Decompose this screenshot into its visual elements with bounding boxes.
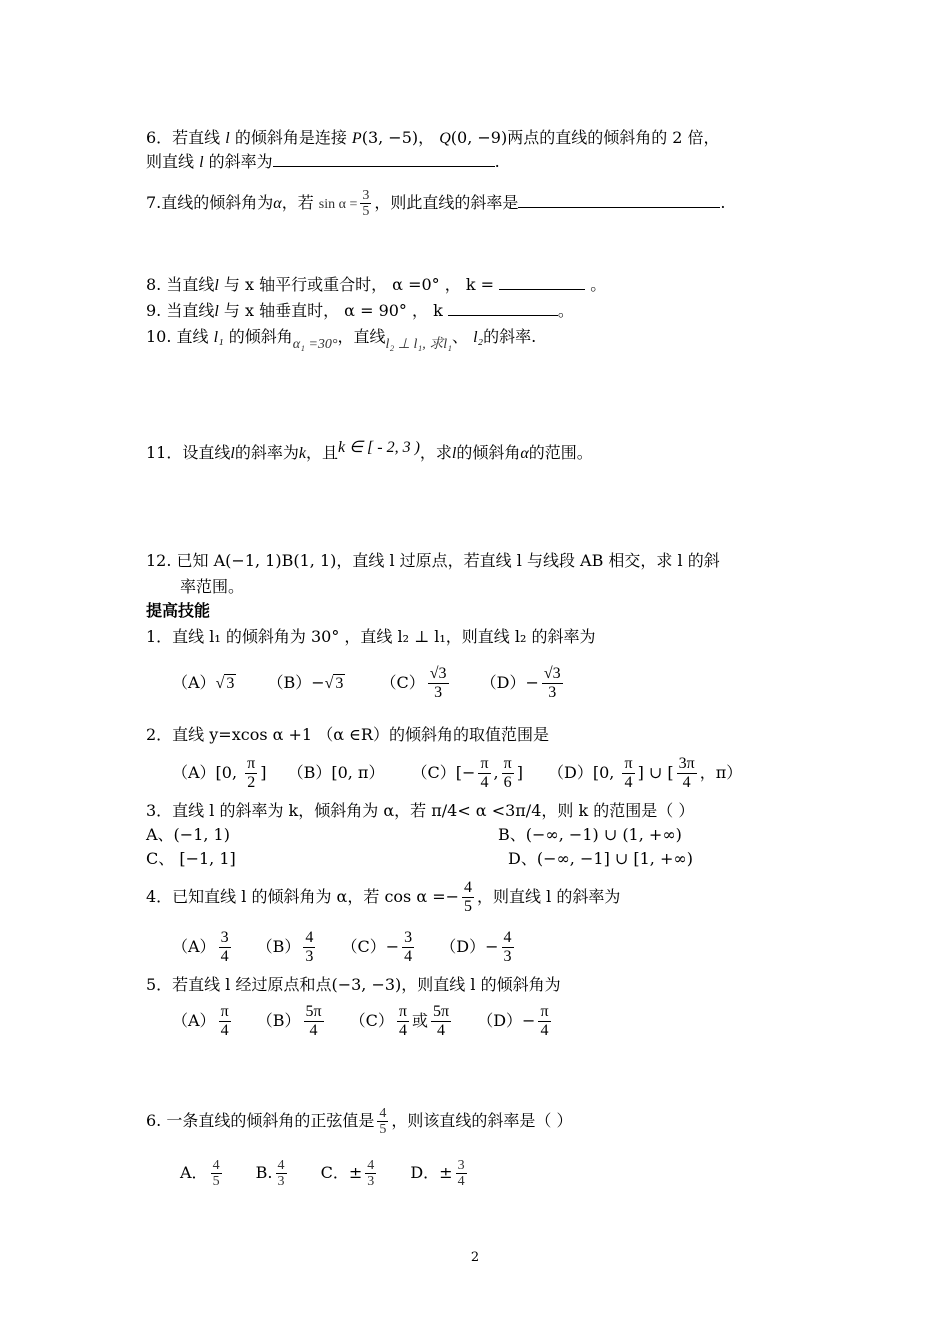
q8: 8. 当直线l 与 x 轴平行或重合时， α =0° ， k = 。 bbox=[146, 275, 607, 294]
q10: 10. 直线 l₁ 的倾斜角α₁ =30°，直线l₂ ⊥ l₁, 求l₁、 l₂的斜率. bbox=[146, 327, 537, 352]
p5-options: （A） $\frac{\pi}{4}$ （B） $\frac{5\pi}{4}$ （C） $\frac{\pi}{4}$ 或 $\frac{5\pi}{4}$ （D）− $\frac{\pi}{4}$ bbox=[172, 1003, 549, 1039]
q12-line2: 率范围。 bbox=[180, 577, 245, 596]
answer-blank[interactable] bbox=[273, 152, 495, 167]
p1-options: （A）√ 3 （B）−√ 3 （C） $\frac{√3}{3}$ （D）− $\frac{√3}{3}$ bbox=[172, 665, 561, 701]
q6-line1: 6．若直线 l 的倾斜角是连接 P(3, −5)， Q(0, −9)两点的直线的倾斜角的 2 倍， bbox=[146, 128, 720, 147]
page-number: 2 bbox=[470, 1250, 480, 1265]
p4-options: （A） $\frac{3}{4}$ （B） $\frac{4}{3}$ （C）− $\frac{3}{4}$ （D）− $\frac{4}{3}$ bbox=[172, 929, 512, 965]
p5-stem: 5．若直线 l 经过原点和点(−3, −3)，则直线 l 的倾斜角为 bbox=[146, 975, 561, 994]
q12-line1: 12. 已知 A(−1, 1)B(1, 1)，直线 l 过原点，若直线 l 与线段 AB 相交，求 l 的斜 bbox=[146, 551, 720, 570]
q9: 9. 当直线l 与 x 轴垂直时， α = 90° ， k 。 bbox=[146, 301, 574, 320]
answer-blank[interactable] bbox=[518, 193, 720, 208]
p4-stem: 4．已知直线 l 的倾斜角为 α，若 cos α =− $\frac{4}{5}$ ，则直线 l 的斜率为 bbox=[146, 879, 621, 915]
p3-option-b: B、(−∞, −1) ∪ (1, +∞) bbox=[498, 825, 682, 844]
p3-option-d: D、(−∞, −1] ∪ [1, +∞) bbox=[508, 849, 693, 868]
p2-stem: 2．直线 y=xcos α +1 （α ∈R）的倾斜角的取值范围是 bbox=[146, 725, 549, 744]
section-title: 提高技能 bbox=[146, 601, 211, 620]
p3-option-a: A、(−1, 1) bbox=[146, 825, 230, 844]
p2-options: （A）[0, $\frac{\pi}{2}$ ] （B）[0, π） （C）[− $\frac{\pi}{4}$ , $\frac{\pi}{6}$ ] （D）[0, $\frac{\pi}{4}$ ] ∪ [ $\frac{3\pi}{4}$ ，π） bbox=[172, 755, 743, 791]
p6-stem: 6. 一条直线的倾斜角的正弦值是 $\frac{4}{5}$ ，则该直线的斜率是（ ） bbox=[146, 1105, 573, 1137]
answer-blank[interactable] bbox=[448, 301, 558, 316]
answer-blank[interactable] bbox=[499, 275, 585, 290]
q7: 7.直线的倾斜角为α，若 sin α = $\frac{3}{5}$ ，则此直线的斜率是 . bbox=[146, 187, 726, 219]
p6-options: A． $\frac{4}{5}$ B. $\frac{4}{3}$ C．± $\frac{4}{3}$ D．± $\frac{3}{4}$ bbox=[180, 1157, 465, 1189]
p1-stem: 1．直线 l₁ 的倾斜角为 30° ，直线 l₂ ⊥ l₁，则直线 l₂ 的斜率为 bbox=[146, 627, 596, 646]
p3-stem: 3．直线 l 的斜率为 k，倾斜角为 α，若 π/4< α <3π/4，则 k 的范围是（ ） bbox=[146, 801, 695, 820]
q11: 11．设直线l的斜率为k，且k ∈ [ - 2, 3 )，求l的倾斜角α的范围。 bbox=[146, 439, 593, 462]
q6-line2: 则直线 l 的斜率为 . bbox=[146, 152, 500, 171]
p3-option-c: C、 [−1, 1] bbox=[146, 849, 236, 868]
